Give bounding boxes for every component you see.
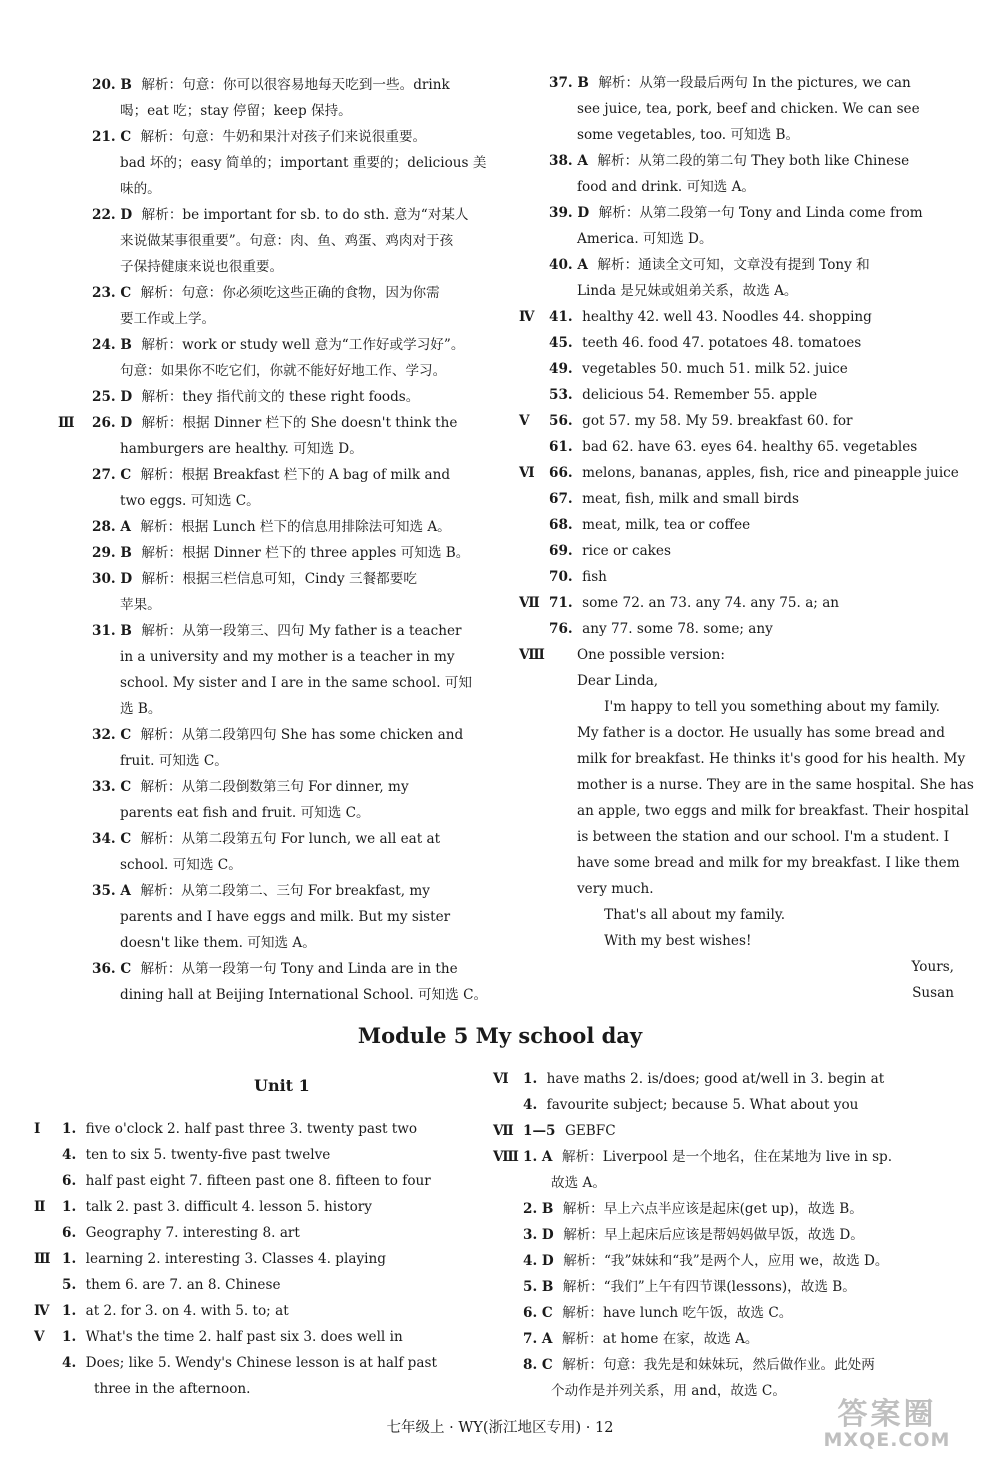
question-number: 76. bbox=[549, 621, 583, 637]
answer-text: mother is a nurse. They are in the same hospital. She has bbox=[577, 777, 974, 793]
answer-line bbox=[549, 148, 954, 174]
answer-line bbox=[549, 928, 954, 954]
answer-line bbox=[92, 436, 497, 462]
answer-text: fish bbox=[582, 569, 607, 585]
question-number: 5. bbox=[62, 1277, 86, 1293]
answer-text: One possible version: bbox=[577, 647, 725, 663]
answer-line bbox=[523, 1326, 948, 1352]
answer-text: Geography 7. interesting 8. art bbox=[85, 1225, 300, 1241]
answer-text: an apple, two eggs and milk for breakfast. Their hospital bbox=[577, 803, 969, 819]
answer-line bbox=[549, 564, 954, 590]
answer-line bbox=[34, 1324, 497, 1350]
answer-text: 解析：句意：你可以很容易地每天吃到一些。drink bbox=[141, 77, 450, 93]
answer-text: hamburgers are healthy. 可知选 D。 bbox=[120, 441, 363, 457]
answer-text: Yours, bbox=[911, 959, 954, 975]
question-number: 7. A bbox=[523, 1331, 562, 1347]
question-number: 70. bbox=[549, 569, 583, 585]
answer-text: 解析：从第二段倒数第三句 For dinner, my bbox=[140, 779, 409, 795]
answer-line bbox=[549, 122, 954, 148]
answer-line bbox=[92, 202, 497, 228]
answer-line bbox=[549, 876, 954, 902]
answer-text: bad 坏的；easy 简单的；important 重要的；delicious 美 bbox=[120, 155, 487, 171]
answer-line bbox=[92, 254, 497, 280]
answer-text: Dear Linda, bbox=[577, 673, 659, 689]
answer-line bbox=[549, 616, 954, 642]
answer-line bbox=[519, 408, 954, 434]
section-roman-numeral: Ⅲ bbox=[58, 415, 75, 431]
answer-text: 解析：at home 在家，故选 A。 bbox=[561, 1331, 759, 1347]
answer-text: very much. bbox=[577, 881, 654, 897]
answer-line bbox=[519, 460, 959, 486]
question-number: 30. D bbox=[92, 571, 142, 587]
answer-line bbox=[92, 280, 497, 306]
answer-text: 解析：“我”妹妹和“我”是两个人，应用 we，故选 D。 bbox=[563, 1253, 889, 1269]
answer-line bbox=[549, 174, 954, 200]
answer-text: have maths 2. is/does; good at/well in 3. begin at bbox=[546, 1071, 885, 1087]
answer-line bbox=[92, 852, 497, 878]
answer-text: 解析：早上起床后应该是帮妈妈做早饭，故选 D。 bbox=[563, 1227, 864, 1243]
question-number: 1. bbox=[62, 1251, 86, 1267]
answer-line bbox=[549, 772, 974, 798]
question-number: 67. bbox=[549, 491, 583, 507]
answer-text: 解析：从第二段的第二句 They both like Chinese bbox=[597, 153, 910, 169]
answer-text: 解析：根据 Dinner 栏下的 She doesn't think the bbox=[141, 415, 458, 431]
section-roman-numeral: Ⅷ bbox=[519, 647, 545, 663]
answer-line bbox=[92, 826, 497, 852]
answer-text: 解析：have lunch 吃午饭，故选 C。 bbox=[562, 1305, 793, 1321]
answer-line bbox=[549, 850, 960, 876]
section-roman-numeral: Ⅶ bbox=[493, 1123, 514, 1139]
answer-text: milk for breakfast. He thinks it's good for his health. My bbox=[577, 751, 966, 767]
answer-line bbox=[92, 98, 497, 124]
answer-text: some 72. an 73. any 74. any 75. a; an bbox=[582, 595, 840, 611]
question-number: 1. bbox=[523, 1071, 547, 1087]
answer-line bbox=[92, 774, 497, 800]
answer-text: 解析：they 指代前文的 these right foods。 bbox=[141, 389, 420, 405]
watermark-url: MXQE.COM bbox=[823, 1429, 951, 1451]
question-number: 39. D bbox=[549, 205, 599, 221]
answer-text: them 6. are 7. an 8. Chinese bbox=[85, 1277, 281, 1293]
answer-line bbox=[92, 592, 497, 618]
answer-line bbox=[92, 176, 497, 202]
answer-text: 解析：句意：你必须吃这些正确的食物，因为你需 bbox=[140, 285, 440, 301]
answer-line bbox=[549, 96, 954, 122]
answer-line bbox=[493, 1144, 948, 1170]
answer-text: That's all about my family. bbox=[577, 907, 786, 923]
answer-line bbox=[549, 200, 954, 226]
answer-line bbox=[34, 1246, 497, 1272]
question-number: 41. bbox=[549, 309, 583, 325]
answer-text: see juice, tea, pork, beef and chicken. We can see bbox=[577, 101, 920, 117]
question-number: 29. B bbox=[92, 545, 142, 561]
section-roman-numeral: Ⅳ bbox=[34, 1303, 50, 1319]
answer-text: 解析：根据 Lunch 栏下的信息用排除法可知选 A。 bbox=[140, 519, 451, 535]
question-number: 25. D bbox=[92, 389, 142, 405]
answer-text: meat, fish, milk and small birds bbox=[582, 491, 799, 507]
answer-text: 味的。 bbox=[120, 181, 161, 197]
question-number: 69. bbox=[549, 543, 583, 559]
answer-line bbox=[92, 332, 497, 358]
answer-text: 喝；eat 吃；stay 停留；keep 保持。 bbox=[120, 103, 352, 119]
answer-text: 子保持健康来说也很重要。 bbox=[120, 259, 284, 275]
answer-line bbox=[34, 1194, 497, 1220]
answer-line bbox=[62, 1168, 497, 1194]
question-number: 68. bbox=[549, 517, 583, 533]
answer-text: 解析：句意：我先是和妹妹玩，然后做作业。此处两 bbox=[562, 1357, 875, 1373]
module-title: Module 5 My school day bbox=[357, 1023, 643, 1048]
question-number: 56. bbox=[549, 413, 583, 429]
question-number: 3. D bbox=[523, 1227, 564, 1243]
section-roman-numeral: Ⅴ bbox=[519, 413, 530, 429]
answer-text: 解析：从第二段第二、三句 For breakfast, my bbox=[140, 883, 430, 899]
question-number: 26. D bbox=[92, 415, 142, 431]
question-number: 71. bbox=[549, 595, 583, 611]
answer-line bbox=[549, 356, 954, 382]
answer-text: school. 可知选 C。 bbox=[120, 857, 242, 873]
question-number: 1. A bbox=[523, 1149, 562, 1165]
answer-line bbox=[34, 1116, 497, 1142]
answer-text: any 77. some 78. some; any bbox=[582, 621, 773, 637]
answer-text: delicious 54. Remember 55. apple bbox=[582, 387, 818, 403]
answer-text: ten to six 5. twenty-five past twelve bbox=[85, 1147, 331, 1163]
answer-line bbox=[92, 358, 497, 384]
answer-line bbox=[92, 982, 497, 1008]
answer-text: 解析：句意：牛奶和果汁对孩子们来说很重要。 bbox=[140, 129, 427, 145]
question-number: 4. bbox=[62, 1147, 86, 1163]
answer-line bbox=[92, 904, 497, 930]
answer-text: 解析：根据 Dinner 栏下的 three apples 可知选 B。 bbox=[141, 545, 470, 561]
unit1-left-column bbox=[34, 1116, 497, 1402]
answer-text: teeth 46. food 47. potatoes 48. tomatoes bbox=[582, 335, 862, 351]
answer-line bbox=[523, 1274, 948, 1300]
answer-text: 解析：通读全文可知，文章没有提到 Tony 和 bbox=[597, 257, 870, 273]
answer-line bbox=[519, 304, 954, 330]
question-number: 24. B bbox=[92, 337, 142, 353]
question-number: 1. bbox=[62, 1329, 86, 1345]
answer-text: bad 62. have 63. eyes 64. healthy 65. vegetables bbox=[582, 439, 918, 455]
question-number: 33. C bbox=[92, 779, 141, 795]
answer-text: What's the time 2. half past six 3. does well in bbox=[85, 1329, 403, 1345]
answer-text: favourite subject; because 5. What about you bbox=[546, 1097, 859, 1113]
answer-line bbox=[92, 644, 497, 670]
answer-line bbox=[549, 486, 954, 512]
answer-text: 选 B。 bbox=[120, 701, 162, 717]
question-number: 28. A bbox=[92, 519, 141, 535]
answer-text: vegetables 50. much 51. milk 52. juice bbox=[582, 361, 848, 377]
answer-text: 解析：be important for sb. to do sth. 意为“对某人 bbox=[141, 207, 469, 223]
answer-line bbox=[519, 642, 954, 668]
unit-title: Unit 1 bbox=[254, 1076, 310, 1095]
answer-text: 解析：早上六点半应该是起床(get up)，故选 B。 bbox=[562, 1201, 863, 1217]
answer-text: 解析：从第一段第三、四句 My father is a teacher bbox=[141, 623, 462, 639]
answer-line bbox=[523, 1222, 948, 1248]
answer-text: food and drink. 可知选 A。 bbox=[577, 179, 755, 195]
question-number: 20. B bbox=[92, 77, 142, 93]
answer-line bbox=[92, 618, 497, 644]
section-roman-numeral: Ⅵ bbox=[519, 465, 535, 481]
answer-line bbox=[62, 1142, 497, 1168]
answer-line bbox=[92, 514, 497, 540]
section-roman-numeral: Ⅱ bbox=[34, 1199, 46, 1215]
answer-text: 解析：从第二段第一句 Tony and Linda come from bbox=[598, 205, 923, 221]
answer-text: 个动作是并列关系，用 and，故选 C。 bbox=[551, 1383, 786, 1399]
answer-line bbox=[549, 798, 969, 824]
answer-text: 苹果。 bbox=[120, 597, 161, 613]
question-number: 6. C bbox=[523, 1305, 563, 1321]
answer-line bbox=[92, 124, 497, 150]
answer-text: Susan bbox=[912, 985, 954, 1001]
answer-text: learning 2. interesting 3. Classes 4. playing bbox=[85, 1251, 386, 1267]
answer-line bbox=[92, 722, 497, 748]
watermark-logo-text: 答案圈 bbox=[837, 1397, 937, 1432]
answers-right-column bbox=[519, 70, 974, 1006]
answer-line bbox=[92, 384, 497, 410]
answer-text: 解析：从第二段第五句 For lunch, we all eat at bbox=[140, 831, 441, 847]
answer-line bbox=[62, 1376, 497, 1402]
answer-line bbox=[549, 954, 954, 980]
question-number: 1. bbox=[62, 1121, 86, 1137]
answer-text: healthy 42. well 43. Noodles 44. shopping bbox=[582, 309, 872, 325]
answer-line bbox=[62, 1272, 497, 1298]
question-number: 23. C bbox=[92, 285, 141, 301]
answer-text: rice or cakes bbox=[582, 543, 671, 559]
question-number: 36. C bbox=[92, 961, 141, 977]
answer-line bbox=[523, 1248, 948, 1274]
answer-text: With my best wishes! bbox=[577, 933, 752, 949]
answer-line bbox=[523, 1092, 948, 1118]
answer-text: some vegetables, too. 可知选 B。 bbox=[577, 127, 800, 143]
answer-text: 来说做某事很重要”。句意：肉、鱼、鸡蛋、鸡肉对于孩 bbox=[120, 233, 454, 249]
answer-line bbox=[549, 902, 954, 928]
question-number: 37. B bbox=[549, 75, 599, 91]
answer-line bbox=[92, 956, 497, 982]
answer-text: 故选 A。 bbox=[551, 1175, 606, 1191]
answer-text: is between the station and our school. I'm a student. I bbox=[577, 829, 950, 845]
answer-text: 解析：从第二段第四句 She has some chicken and bbox=[140, 727, 464, 743]
answer-text: GEBFC bbox=[564, 1123, 616, 1139]
answer-text: 解析：从第一段第一句 Tony and Linda are in the bbox=[140, 961, 458, 977]
answer-text: Linda 是兄妹或姐弟关系，故选 A。 bbox=[577, 283, 798, 299]
answer-line bbox=[549, 668, 954, 694]
answer-line bbox=[523, 1196, 948, 1222]
question-number: 32. C bbox=[92, 727, 141, 743]
answer-line bbox=[62, 1350, 497, 1376]
answer-text: 解析：“我们”上午有四节课(lessons)，故选 B。 bbox=[562, 1279, 856, 1295]
answer-text: in a university and my mother is a teacher in my bbox=[120, 649, 455, 665]
answer-line bbox=[549, 980, 954, 1006]
answer-line bbox=[92, 670, 497, 696]
answer-text: two eggs. 可知选 C。 bbox=[120, 493, 260, 509]
answer-text: five o'clock 2. half past three 3. twenty past two bbox=[85, 1121, 418, 1137]
section-roman-numeral: Ⅰ bbox=[34, 1121, 41, 1137]
answer-line bbox=[92, 878, 497, 904]
answer-text: Does; like 5. Wendy's Chinese lesson is at half past bbox=[85, 1355, 437, 1371]
question-number: 1—5 bbox=[523, 1123, 565, 1139]
answer-text: America. 可知选 D。 bbox=[577, 231, 713, 247]
question-number: 5. B bbox=[523, 1279, 563, 1295]
watermark-logo bbox=[792, 1399, 982, 1451]
question-number: 21. C bbox=[92, 129, 141, 145]
answers-left-column bbox=[58, 72, 497, 1008]
answer-line bbox=[519, 590, 954, 616]
answer-line bbox=[92, 150, 497, 176]
section-roman-numeral: Ⅴ bbox=[34, 1329, 45, 1345]
answer-text: parents and I have eggs and milk. But my sister bbox=[120, 909, 451, 925]
question-number: 4. D bbox=[523, 1253, 564, 1269]
answer-line bbox=[92, 930, 497, 956]
section-roman-numeral: Ⅵ bbox=[493, 1071, 509, 1087]
answer-line bbox=[92, 800, 497, 826]
answer-line bbox=[92, 72, 497, 98]
answer-line bbox=[493, 1118, 948, 1144]
answer-line bbox=[549, 434, 954, 460]
answer-line bbox=[92, 540, 497, 566]
answer-line bbox=[493, 1066, 948, 1092]
question-number: 49. bbox=[549, 361, 583, 377]
section-roman-numeral: Ⅲ bbox=[34, 1251, 51, 1267]
question-number: 45. bbox=[549, 335, 583, 351]
question-number: 53. bbox=[549, 387, 583, 403]
answer-line bbox=[549, 512, 954, 538]
answer-text: 解析：根据 Breakfast 栏下的 A bag of milk and bbox=[140, 467, 451, 483]
answer-text: fruit. 可知选 C。 bbox=[120, 753, 228, 769]
answer-text: 句意：如果你不吃它们，你就不能好好地工作、学习。 bbox=[120, 363, 447, 379]
answer-line bbox=[549, 824, 954, 850]
answer-text: half past eight 7. fifteen past one 8. fifteen to four bbox=[85, 1173, 431, 1189]
question-number: 2. B bbox=[523, 1201, 563, 1217]
answer-text: 要工作或上学。 bbox=[120, 311, 216, 327]
answer-line bbox=[62, 1220, 497, 1246]
page-footer: 七年级上 · WY(浙江地区专用) · 12 bbox=[386, 1420, 614, 1436]
question-number: 35. A bbox=[92, 883, 141, 899]
answer-text: doesn't like them. 可知选 A。 bbox=[120, 935, 316, 951]
question-number: 4. bbox=[523, 1097, 547, 1113]
answer-line bbox=[92, 228, 497, 254]
answer-line bbox=[92, 566, 497, 592]
answer-text: have some bread and milk for my breakfast. I like them bbox=[577, 855, 960, 871]
answer-line bbox=[549, 694, 954, 720]
answer-text: 解析：work or study well 意为“工作好或学习好”。 bbox=[141, 337, 465, 353]
question-number: 66. bbox=[549, 465, 583, 481]
answer-line bbox=[92, 748, 497, 774]
answer-text: talk 2. past 3. difficult 4. lesson 5. history bbox=[85, 1199, 372, 1215]
answer-line bbox=[523, 1352, 948, 1378]
question-number: 27. C bbox=[92, 467, 141, 483]
question-number: 8. C bbox=[523, 1357, 563, 1373]
section-roman-numeral: Ⅳ bbox=[519, 309, 535, 325]
unit1-right-column bbox=[493, 1066, 948, 1404]
answer-text: My father is a doctor. He usually has some bread and bbox=[577, 725, 946, 741]
answer-text: 解析：从第一段最后两句 In the pictures, we can bbox=[598, 75, 911, 91]
answer-text: three in the afternoon. bbox=[94, 1381, 251, 1397]
answer-text: got 57. my 58. My 59. breakfast 60. for bbox=[582, 413, 853, 429]
answer-line bbox=[549, 538, 954, 564]
answer-line bbox=[549, 720, 954, 746]
answer-line bbox=[58, 410, 497, 436]
question-number: 40. A bbox=[549, 257, 598, 273]
answer-line bbox=[92, 488, 497, 514]
question-number: 22. D bbox=[92, 207, 142, 223]
question-number: 1. bbox=[62, 1199, 86, 1215]
answer-line bbox=[523, 1170, 948, 1196]
answer-line bbox=[549, 746, 966, 772]
question-number: 31. B bbox=[92, 623, 142, 639]
answer-text: 解析：Liverpool 是一个地名，住在某地为 live in sp. bbox=[561, 1149, 893, 1165]
answer-text: at 2. for 3. on 4. with 5. to; at bbox=[85, 1303, 289, 1319]
answer-line bbox=[549, 382, 954, 408]
section-roman-numeral: Ⅶ bbox=[519, 595, 540, 611]
question-number: 61. bbox=[549, 439, 583, 455]
answer-text: meat, milk, tea or coffee bbox=[582, 517, 751, 533]
question-number: 34. C bbox=[92, 831, 141, 847]
answer-line bbox=[549, 70, 954, 96]
answer-line bbox=[92, 696, 497, 722]
question-number: 4. bbox=[62, 1355, 86, 1371]
answer-text: parents eat fish and fruit. 可知选 C。 bbox=[120, 805, 370, 821]
answer-line bbox=[549, 252, 954, 278]
answer-text: I'm happy to tell you something about my family. bbox=[577, 699, 940, 715]
answer-text: 解析：根据三栏信息可知，Cindy 三餐都要吃 bbox=[141, 571, 417, 587]
question-number: 6. bbox=[62, 1225, 86, 1241]
answer-line bbox=[92, 462, 497, 488]
answer-line bbox=[549, 226, 954, 252]
question-number: 38. A bbox=[549, 153, 598, 169]
answer-line bbox=[549, 330, 954, 356]
answer-line bbox=[523, 1300, 948, 1326]
question-number: 6. bbox=[62, 1173, 86, 1189]
answer-line bbox=[549, 278, 954, 304]
answer-text: melons, bananas, apples, fish, rice and pineapple juice bbox=[582, 465, 959, 481]
question-number: 1. bbox=[62, 1303, 86, 1319]
answer-text: school. My sister and I are in the same school. 可知 bbox=[120, 675, 473, 691]
answer-text: dining hall at Beijing International School. 可知选 C。 bbox=[120, 987, 488, 1003]
section-roman-numeral: Ⅷ bbox=[493, 1149, 519, 1165]
answer-line bbox=[92, 306, 497, 332]
answer-line bbox=[34, 1298, 497, 1324]
